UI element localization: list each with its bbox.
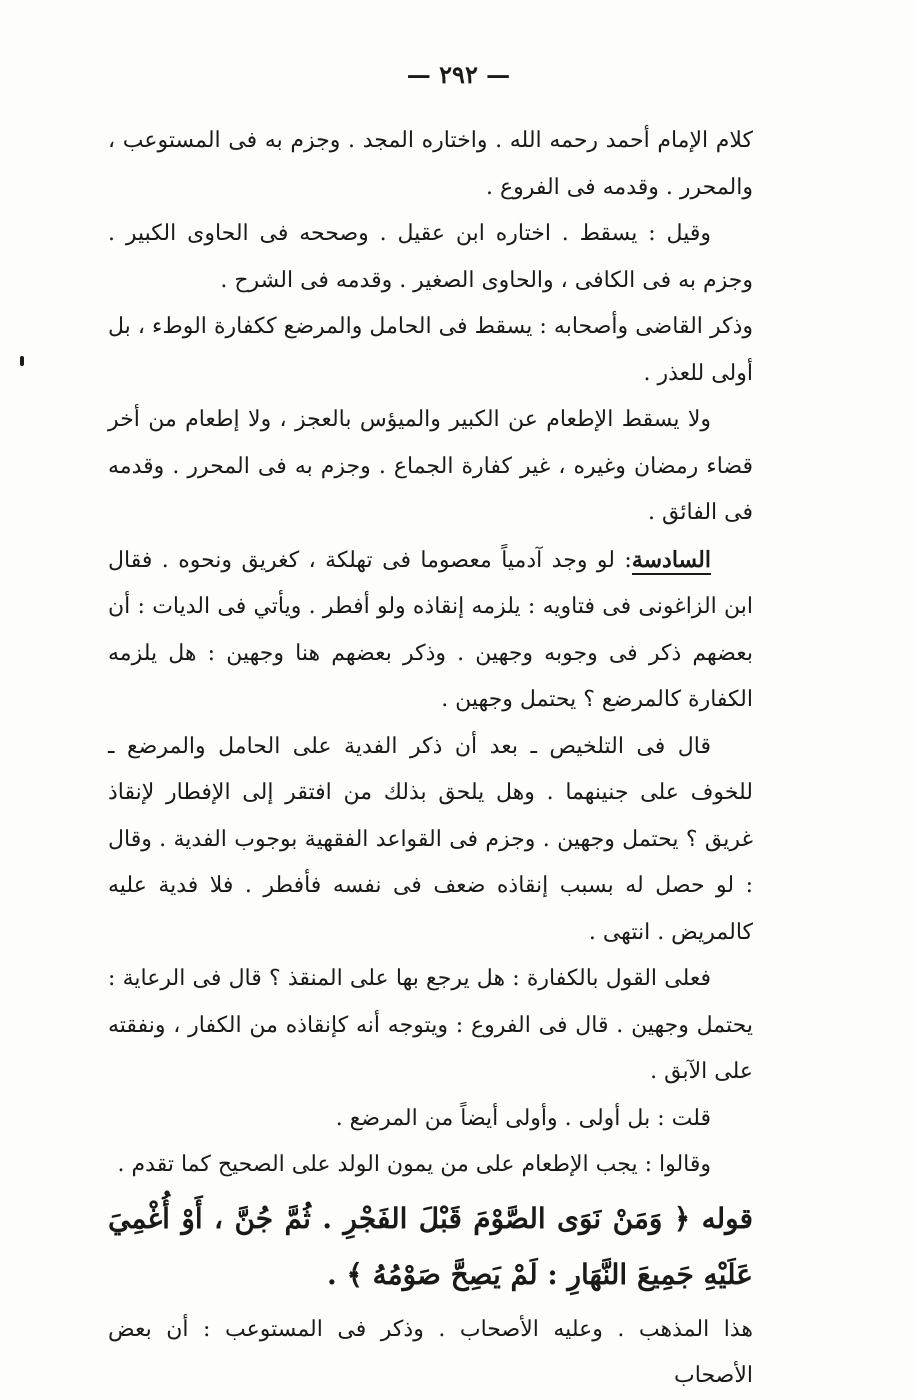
paragraph-6: قال فى التلخيص ـ بعد أن ذكر الفدية على الحامل والمرضع ـ للخوف على جنينهما . وهل يلحق بذلك من افتقر إلى الإفطار لإنقاذ غريق ؟ يحتمل وجهين . وجزم فى القواعد الفقهية بوجوب الفدية . وقال : لو حصل له بسبب إنقاذه ضعف فى نفسه فأفطر . فلا فدية عليه كالمريض . انتهى . (108, 733, 753, 945)
paragraph-4: ولا يسقط الإطعام عن الكبير والميؤس بالعجز ، ولا إطعام من أخر قضاء رمضان وغيره ، غير كفارة الجماع . وجزم به فى المحرر . وقدمه فى الفائق . (108, 407, 753, 525)
paragraph-7: فعلى القول بالكفارة : هل يرجع بها على المنقذ ؟ قال فى الرعاية : يحتمل وجهين . قال فى الفروع : ويتوجه أنه كإنقاذه من الكفار ، ونفقته على الآبق . (108, 966, 753, 1084)
quran-quote: قوله ﴿ وَمَنْ نَوَى الصَّوْمَ قَبْلَ الفَجْرِ . ثُمَّ جُنَّ ، أَوْ أُغْمِيَ عَلَيْهِ جَمِيعَ النَّهَارِ : لَمْ يَصِحَّ صَوْمُهُ ﴾ . (108, 1201, 753, 1291)
section-label: السادسة (631, 546, 711, 573)
paragraph-8: قلت : بل أولى . وأولى أيضاً من المرضع . (335, 1105, 711, 1131)
paragraph-1: كلام الإمام أحمد رحمه الله . واختاره المجد . وجزم به فى المستوعب ، والمحرر . وقدمه فى الفروع . (108, 128, 753, 200)
page-number: — ٢٩٢ — (406, 60, 511, 89)
paragraph-9: وقالوا : يجب الإطعام على من يمون الولد على الصحيح كما تقدم . (117, 1152, 711, 1177)
margin-mark (20, 356, 24, 366)
section-text: : لو وجد آدمياً معصوما فى تهلكة ، كغريق ونحوه . فقال ابن الزاغونى فى فتاويه : يلزمه إنقاذه ولو أفطر . ويأتي فى الديات : أن بعضهم ذكر فى وجوبه وجهين . وذكر بعضهم هنا وجهين : هل يلزمه الكفارة كالمرضع ؟ يحتمل وجهين . (108, 547, 753, 712)
paragraph-last: هذا المذهب . وعليه الأصحاب . وذكر فى المستوعب : أن بعض الأصحاب (108, 1316, 753, 1388)
paragraph-5 (108, 537, 753, 724)
paragraph-3: وذكر القاضى وأصحابه : يسقط فى الحامل والمرضع ككفارة الوطء ، بل أولى للعذر . (108, 314, 753, 386)
page-body (108, 118, 753, 1400)
paragraph-2: وقيل : يسقط . اختاره ابن عقيل . وصححه فى الحاوى الكبير . وجزم به فى الكافى ، والحاوى الصغير . وقدمه فى الشرح . (108, 221, 753, 293)
